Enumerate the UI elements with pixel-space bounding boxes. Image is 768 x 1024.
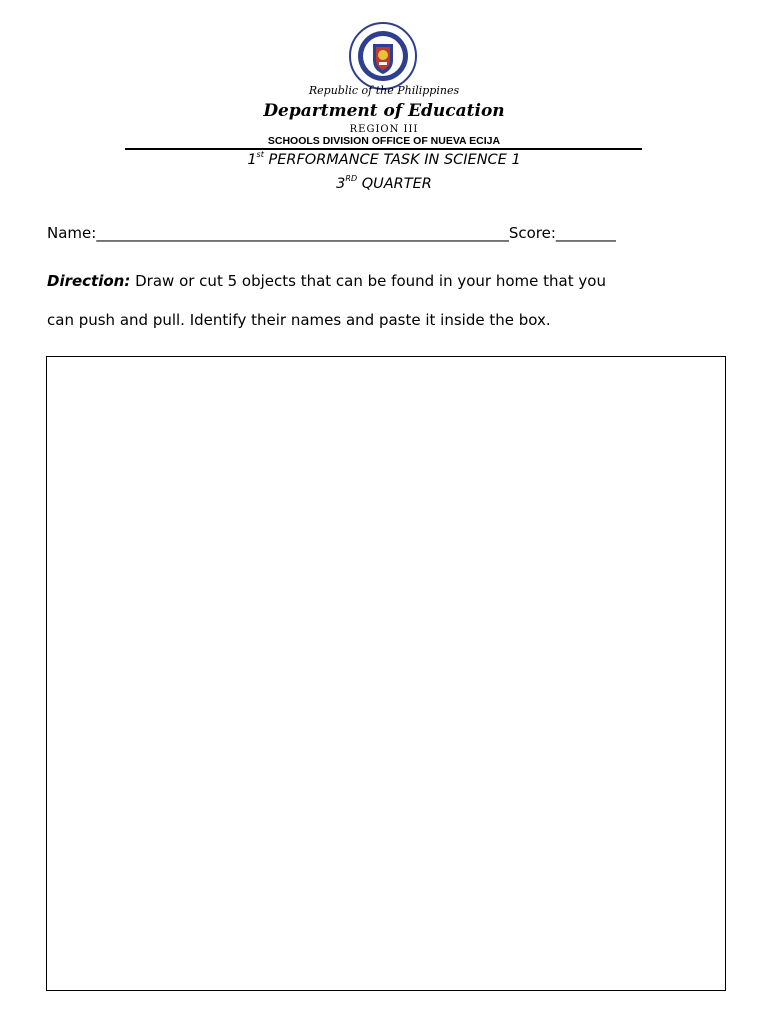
score-field[interactable]: ________ xyxy=(555,224,616,242)
name-field[interactable]: _______________________________________________________ xyxy=(96,224,509,242)
deped-seal-logo xyxy=(349,22,417,90)
department-title: Department of Education xyxy=(263,101,505,121)
division-text: SCHOOLS DIVISION OFFICE OF NUEVA ECIJA xyxy=(267,135,501,147)
republic-text: Republic of the Philippines xyxy=(308,84,460,97)
direction-line-1: Direction: Draw or cut 5 objects that can be found in your home that you xyxy=(47,272,606,290)
header-divider xyxy=(125,148,642,150)
name-label: Name: xyxy=(47,224,97,242)
quarter-title: 3RD QUARTER xyxy=(336,174,432,192)
direction-line-2: can push and pull. Identify their names and paste it inside the box. xyxy=(47,311,551,329)
task-title: 1st PERFORMANCE TASK IN SCIENCE 1 xyxy=(247,150,521,168)
score-label: Score: xyxy=(508,224,556,242)
name-score-line xyxy=(47,224,727,242)
answer-box[interactable] xyxy=(46,356,726,991)
region-text: REGION III xyxy=(349,124,419,135)
direction-label: Direction: xyxy=(47,272,131,290)
